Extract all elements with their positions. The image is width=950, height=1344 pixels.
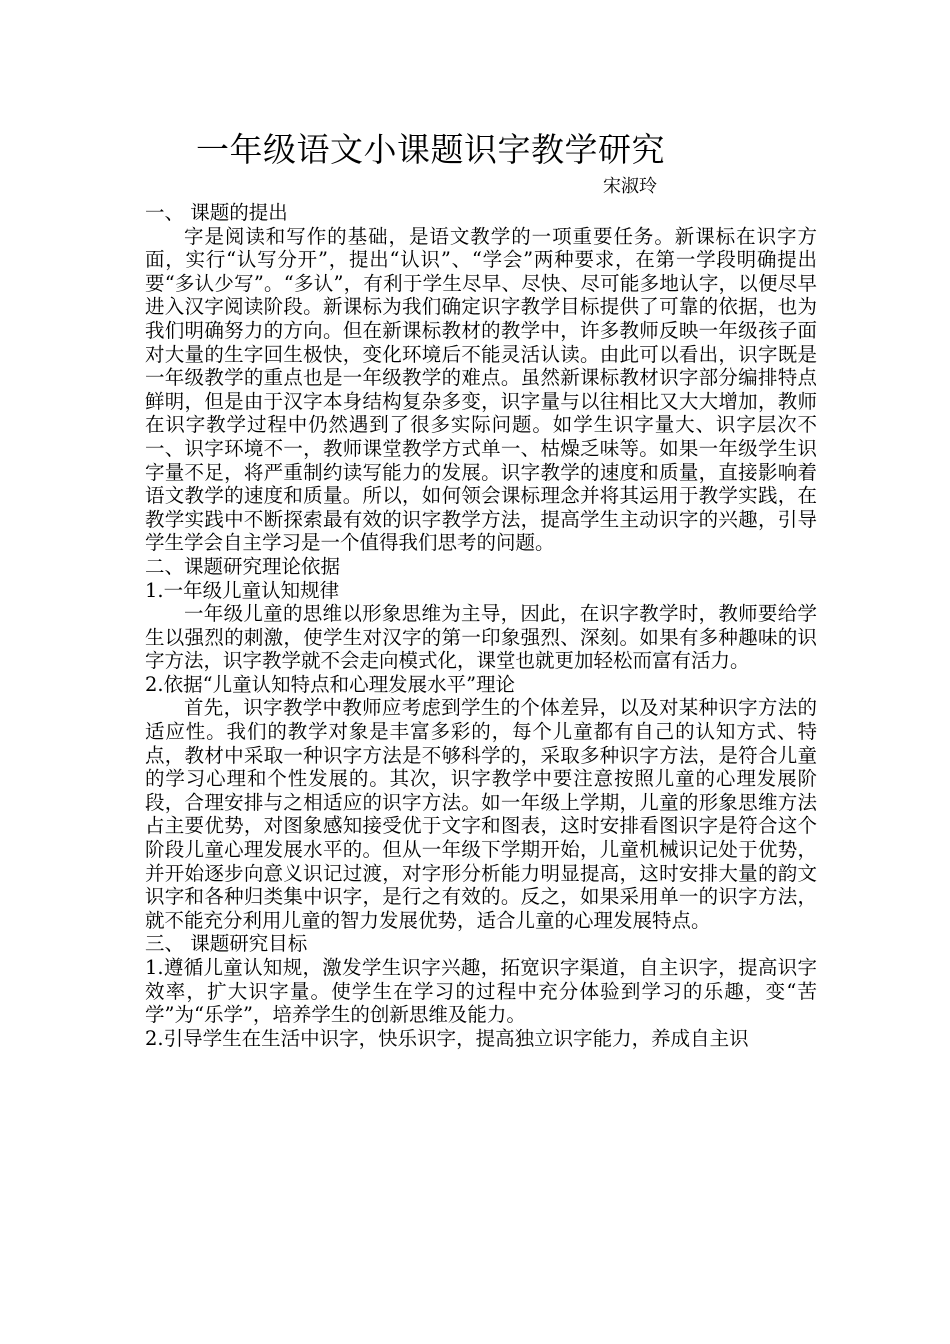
goal-1-paragraph: 1.遵循儿童认知规，激发学生识字兴趣，拓宽识字渠道，自主识字，提高识字效率，扩大识字量。使学生在学习的过程中充分体验到学习的乐趣，变“苦学”为“乐学”，培养学生的创新思维及能力。 [145, 956, 817, 1027]
section-heading-2: 二、课题研究理论依据 [145, 554, 341, 578]
subsection-2-1-paragraph: 一年级儿童的思维以形象思维为主导，因此，在识字教学时，教师要给学生以强烈的刺激，使学生对汉字的第一印象强烈、深刻。如果有多种趣味的识字方法，识字教学就不会走向模式化，课堂也就更加轻松而富有活力。 [145, 602, 817, 673]
goal-2-paragraph: 2.引导学生在生活中识字，快乐识字，提高独立识字能力，养成自主识 [145, 1026, 749, 1050]
subsection-heading-2-1: 1.一年级儿童认知规律 [145, 578, 340, 602]
section-heading-1: 一、 课题的提出 [145, 201, 288, 224]
author-name: 宋淑玲 [603, 176, 657, 197]
subsection-heading-2-2: 2.依据“儿童认知特点和心理发展水平”理论 [145, 672, 516, 696]
section-1-paragraph: 字是阅读和写作的基础，是语文教学的一项重要任务。新课标在识字方面，实行“认写分开”，提出“认识”、“学会”两种要求，在第一学段明确提出要“多认少写”。“多认”，有利于学生尽早、尽快、尽可能多地认字，以便尽早进入汉字阅读阶段。新课标为我们确定识字教学目标提供了可靠的依据，也为我们明确努力的方向。但在新课标教材的教学中，许多教师反映一年级孩子面对大量的生字回生极快，变化环境后不能灵活认读。由此可以看出，识字既是一年级教学的重点也是一年级教学的难点。虽然新课标教材识字部分编排特点鲜明，但是由于汉字本身结构复杂多变，识字量与以往相比又大大增加，教师在识字教学过程中仍然遇到了很多实际问题。如学生识字量大、识字层次不一、识字环境不一，教师课堂教学方式单一、枯燥乏味等。如果一年级学生识字量不足，将严重制约读写能力的发展。识字教学的速度和质量，直接影响着语文教学的速度和质量。所以，如何领会课标理念并将其运用于教学实践，在教学实践中不断探索最有效的识字教学方法，提高学生主动识字的兴趣，引导学生学会自主学习是一个值得我们思考的问题。 [145, 224, 817, 555]
document-title: 一年级语文小课题识字教学研究 [196, 130, 665, 169]
document-body [145, 201, 817, 1050]
section-heading-3: 三、 课题研究目标 [145, 932, 308, 956]
subsection-2-2-paragraph: 首先，识字教学中教师应考虑到学生的个体差异，以及对某种识字方法的适应性。我们的教学对象是丰富多彩的，每个儿童都有自己的认知方式、特点，教材中采取一种识字方法是不够科学的，采取多种识字方法，是符合儿童的学习心理和个性发展的。其次，识字教学中要注意按照儿童的心理发展阶段，合理安排与之相适应的识字方法。如一年级上学期，儿童的形象思维方法占主要优势，对图象感知接受优于文字和图表，这时安排看图识字是符合这个阶段儿童心理发展水平的。但从一年级下学期开始，儿童机械识记处于优势，并开始逐步向意义识记过渡，对字形分析能力明显提高，这时安排大量的韵文识字和各种归类集中识字，是行之有效的。反之，如果采用单一的识字方法，就不能充分利用儿童的智力发展优势，适合儿童的心理发展特点。 [145, 696, 817, 932]
